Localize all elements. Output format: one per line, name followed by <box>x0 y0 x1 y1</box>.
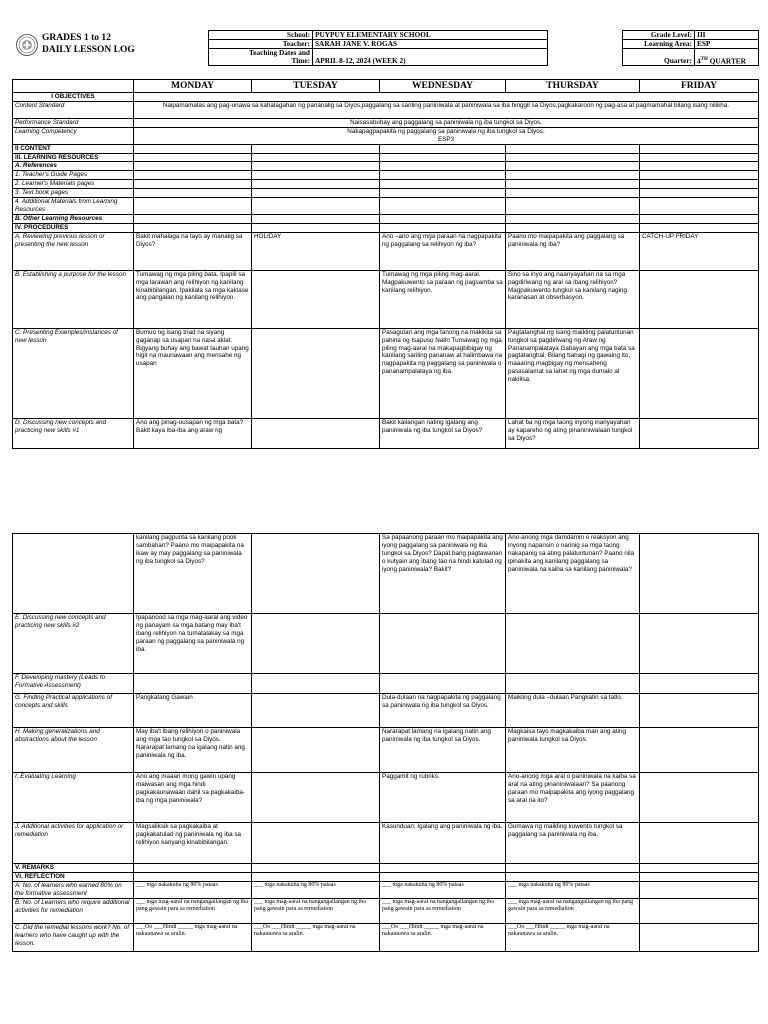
dates-value: APRIL 8-12, 2024 (WEEK 2) <box>313 49 548 66</box>
proc-i-wed: Paggamit ng rubriks. <box>380 773 506 823</box>
proc-h-wed: Nararapat lamang na igalang natin ang paniniwala ng iba tungkol sa Diyos. <box>380 728 506 773</box>
table-row <box>13 694 759 728</box>
header-table <box>208 30 759 66</box>
table-row <box>13 614 759 674</box>
proc-j-mon: Magsaliksik sa pagkakaiba at pagkakatulad ng paniniwala ng iba sa relihiyon kanyang kinabibilangan. <box>134 823 252 864</box>
table-row <box>13 923 759 951</box>
day-monday: MONDAY <box>134 80 252 93</box>
title-line-2: DAILY LESSON LOG <box>42 45 135 55</box>
tg-label: 1. Teacher's Guide Pages <box>13 171 134 180</box>
additional-materials-label: 4. Additional Materials from Learning Resources <box>13 198 134 215</box>
proc-b-label: B. Establishing a purpose for the lesson <box>13 270 134 328</box>
table-row <box>13 773 759 823</box>
reflection-a-thu: ___ mga nakakuha ng 80% pataas <box>506 881 640 898</box>
area-label: Learning Area: <box>623 40 695 49</box>
school-value: PUYPUY ELEMENTARY SCHOOL <box>313 31 548 40</box>
table-row <box>13 534 759 614</box>
table-row <box>13 418 759 448</box>
content-label: II CONTENT <box>13 144 134 153</box>
table-row <box>13 232 759 270</box>
proc-h-mon: May iba't ibang relihiyon o paniniwala ang mga tao tungkol sa Diyos. Nararapat lamang na igalang natin ang paniniwala ng iba. <box>134 728 252 773</box>
references-label: A. References <box>13 162 134 171</box>
remarks-label: V. REMARKS <box>13 864 134 873</box>
table-row <box>13 881 759 898</box>
proc-d-wed-p1: Bakit kailangan nating igalang ang paniniwala ng iba tungkol sa Diyos? <box>380 418 506 448</box>
reflection-a-wed: ___ mga nakakuha ng 80% pataas <box>380 881 506 898</box>
proc-a-mon: Bakit mahalaga na tayo ay manalig sa Diyos? <box>134 232 252 270</box>
proc-b-thu: Sino sa inyo ang naanyayahan na sa mga pagdiriwang ng aral sa ibang relihiyon? Magpakuwento tungkol sa kanilang naging karanasan at obserbasyon. <box>506 270 640 328</box>
proc-i-mon: Ano ang maaari mong gawin upang maiwasan ang mga hindi pagkakaunawaan dahil sa pagkakaiba-iba ng mga paniniwala? <box>134 773 252 823</box>
proc-j-wed: Kasunduan; Igalang ang paniniwala ng iba. <box>380 823 506 864</box>
reflection-b-tue: ___ mga mag-aaral na nangangailangan ng iba pang gawain para sa remediation <box>252 898 380 923</box>
teacher-label: Teacher: <box>209 40 313 49</box>
proc-b-mon: Tumawag ng mga piling bata. Ipapili sa mga larawan ang relihiyon ng kanilang kinabibilangan. Ipakilala sa mga kaklase ang pangalan ng kanilang relihiyon. <box>134 270 252 328</box>
proc-a-fri: CATCH-UP FRIDAY <box>640 232 759 270</box>
table-row <box>13 823 759 864</box>
proc-d-mon-p2: kanilang pagpunta sa kanilang pook sambahan? Paano mo maipapakita na ikaw ay may paggalang sa paniniwala ng iba tungkol sa Diyos? <box>134 534 252 614</box>
procedures-label: IV. PROCEDURES <box>13 223 134 232</box>
reflection-a-mon: ___ mga nakakuha ng 80% pataas <box>134 881 252 898</box>
proc-j-thu: Gumawa ng maikling kuwento tungkol sa paggalang sa paniniwala ng iba. <box>506 823 640 864</box>
document-title <box>42 32 135 56</box>
area-value: ESP <box>695 40 759 49</box>
objectives-heading: I OBJECTIVES <box>13 93 134 102</box>
proc-c-wed: Pasagutan ang mga tanong na makikita sa pahina ng Isapuso Natin Tumawag ng mga piling mag-aaral na makapagbibigay ng kanilang sariling pananaw at halimbawa na nagpapakita ng paggalang sa paniniwala o pananampalataya ng iba. <box>380 328 506 418</box>
reflection-b-mon: ___ mga mag-aaral na nangangailangan ng iba pang gawain para sa remediation <box>134 898 252 923</box>
day-wednesday: WEDNESDAY <box>380 80 506 93</box>
proc-a-label: A. Reviewing previous lesson or presenting the new lesson <box>13 232 134 270</box>
proc-i-label: I. Evaluating Learning <box>13 773 134 823</box>
competency-label: Learning Competency <box>13 127 134 144</box>
reflection-heading: VI. REFLECTION <box>13 872 134 881</box>
proc-a-thu: Paano mo maipapakita ang paggalang sa paniniwala ng iba? <box>506 232 640 270</box>
grade-label: Grade Level: <box>623 31 695 40</box>
proc-g-mon: Pangkatang Gawain <box>134 694 252 728</box>
reflection-c-mon: ___Oo ___Hindi _____ mga mag-aaral na nakaunawa sa aralin. <box>134 923 252 951</box>
lesson-log-table-part2 <box>12 533 758 952</box>
table-row <box>13 898 759 923</box>
proc-d-thu-p2: Ano-anong mga damdamin o reaksyon ang inyong napansin o narinig sa mga taong nakapanig sa ating palatuntunan? Paano nila ipinakita ang kanilang paggalang sa paniniwala na kaiba sa kanilang paniniwala? <box>506 534 640 614</box>
title-line-1: GRADES 1 to 12 <box>42 33 111 43</box>
performance-standard: Naisasabuhay ang paggalang sa paniniwala ng iba tungkol sa Diyos. <box>134 118 759 127</box>
proc-i-thu: Ano-anong mga aral o paniniwala na kaiba sa aral na ating pinaniniwalaan? Sa paanong paraan mo maipapakita ang iyong paggalang sa aral na ito? <box>506 773 640 823</box>
other-resources-label: B. Other Learning Resources <box>13 214 134 223</box>
proc-b-wed: Tumawag ng mga piling mag-aaral. Magpakuwento sa paraan ng pagsamba sa kanilang relihiyon. <box>380 270 506 328</box>
content-standard-label: Content Standard <box>13 101 134 118</box>
reflection-a-label: A. No. of learners who earned 80% on the formative assessment <box>13 881 134 898</box>
competency: Nakapagpapakita ng paggalang sa paniniwala ng iba tungkol sa Diyos. ESP3 <box>134 127 759 144</box>
dates-label: Teaching Dates and Time: <box>209 49 313 66</box>
day-friday: FRIDAY <box>640 80 759 93</box>
proc-a-wed: Ano –ano ang mga paraan na nagpapakita ng paggalang sa relihiyon ng iba? <box>380 232 506 270</box>
proc-c-label: C. Presenting Examples/instances of new lesson <box>13 328 134 418</box>
resources-heading: III. LEARNING RESOURCES <box>13 153 134 162</box>
table-row <box>13 270 759 328</box>
proc-h-label: H. Making generalizations and abstractions about the lesson <box>13 728 134 773</box>
teacher-value: SARAH JANE V. ROGAS <box>313 40 548 49</box>
reflection-b-thu: ___ mga mag-aaral na nangangailangan ng iba pang gawain para sa remediation <box>506 898 640 923</box>
proc-c-thu: Pagtatanghal ng isang maikling palatuntunan tungkol sa pagdiriwang ng Araw ng Pananampalataya Gabayan ang mga bata sa pagtatanghal. Bilang bahagi ng gawaing ito, maaaring magbigay ng mensaheng pasasalamat sa lahat ng mga dumalo at nakilisa. <box>506 328 640 418</box>
reflection-b-wed: ___ mga mag-aaral na nangangailangan ng iba pang gawain para sa remediation <box>380 898 506 923</box>
school-label: School: <box>209 31 313 40</box>
quarter-label: Quarter: <box>623 49 695 66</box>
table-row <box>13 328 759 418</box>
proc-f-label: F. Developing mastery (Leads to Formative Assessment) <box>13 674 134 694</box>
grade-value: III <box>695 31 759 40</box>
proc-g-label: G. Finding Practical applications of concepts and skills <box>13 694 134 728</box>
lm-label: 2. Learner's Materials pages <box>13 180 134 189</box>
proc-d-thu-p1: Lahat ba ng mga taong inyong inanyayahan ay kapareho ng ating pinaniniwalaan tungkol sa Diyos? <box>506 418 640 448</box>
reflection-a-tue: ___ mga nakakuha ng 80% pataas <box>252 881 380 898</box>
content-standard: Naipamamalas ang pag-unawa sa kahalagahan ng pananalig sa Diyos,paggalang sa sariling paniniwala at paniniwala sa iba hinggil sa Diyos,pagkakaroon ng pag-asa at pagmamahal bilang isang nilikha. <box>134 101 759 118</box>
lesson-log-table-part1 <box>12 79 758 449</box>
quarter-value: 4TH QUARTER <box>695 49 759 66</box>
reflection-c-tue: ___Oo ___Hindi _____ mga mag-aaral na nakaunawa sa aralin. <box>252 923 380 951</box>
proc-g-wed: Dula-dulaan na nagpapakita ng paggalang sa paniniwala ng iba tungkol sa Diyos. <box>380 694 506 728</box>
proc-a-tue: HOLIDAY <box>252 232 380 270</box>
proc-e-mon: Ipapanood sa mga mag-aaral ang video ng panayam sa mga batang may iba't ibang relihiyon na tumatalakay sa mga paraan ng paggalang sa paniniwala ng iba. <box>134 614 252 674</box>
day-thursday: THURSDAY <box>506 80 640 93</box>
proc-j-label: J. Additional activities for application or remediation <box>13 823 134 864</box>
proc-g-thu: Maikling dula –dulaan.Pangkatin sa tatlo. <box>506 694 640 728</box>
day-tuesday: TUESDAY <box>252 80 380 93</box>
reflection-c-label: C. Did the remedial lessons work? No. of learners who have caught up with the lesson. <box>13 923 134 951</box>
performance-standard-label: Performance Standard <box>13 118 134 127</box>
reflection-b-label: B. No. of Learners who require additional activities for remediation <box>13 898 134 923</box>
proc-e-label: E. Discussing new concepts and practicing new skills #2 <box>13 614 134 674</box>
reflection-c-thu: ___Oo ___Hindi _____ mga mag-aaral na nakaunawa sa aralin. <box>506 923 640 951</box>
table-row <box>13 728 759 773</box>
tb-label: 3. Text book pages <box>13 189 134 198</box>
proc-c-mon: Bumuo ng isang triad na siyang gaganap sa usapan na nasa aklat. Bigyang buhay ang bawat tauhan upang higit na maunawaan ang mensahe ng usapan <box>134 328 252 418</box>
proc-d-mon-p1: Ano ang pinag-uusapan ng mga bata? Bakit kaya iba-iba ang araw ng <box>134 418 252 448</box>
table-row <box>13 674 759 694</box>
proc-d-label: D. Discussing new concepts and practicing new skills #1 <box>13 418 134 448</box>
proc-d-wed-p2: Sa papaanong paraan mo maipapakita ang iyong paggalang sa paniniwala ng iba tungkol sa Diyos? Dapat bang pagtawanan o kutyain ang ibang tao na hindi katulad ng iyong paniniwala? Bakit? <box>380 534 506 614</box>
proc-h-thu: Magkaisa tayo magkakaiba man ang ating paniniwala tungkol sa Diyos. <box>506 728 640 773</box>
deped-seal-icon <box>16 34 38 56</box>
header-block <box>12 30 758 72</box>
reflection-c-wed: ___Oo ___Hindi _____ mga mag-aaral na nakaunawa sa aralin. <box>380 923 506 951</box>
